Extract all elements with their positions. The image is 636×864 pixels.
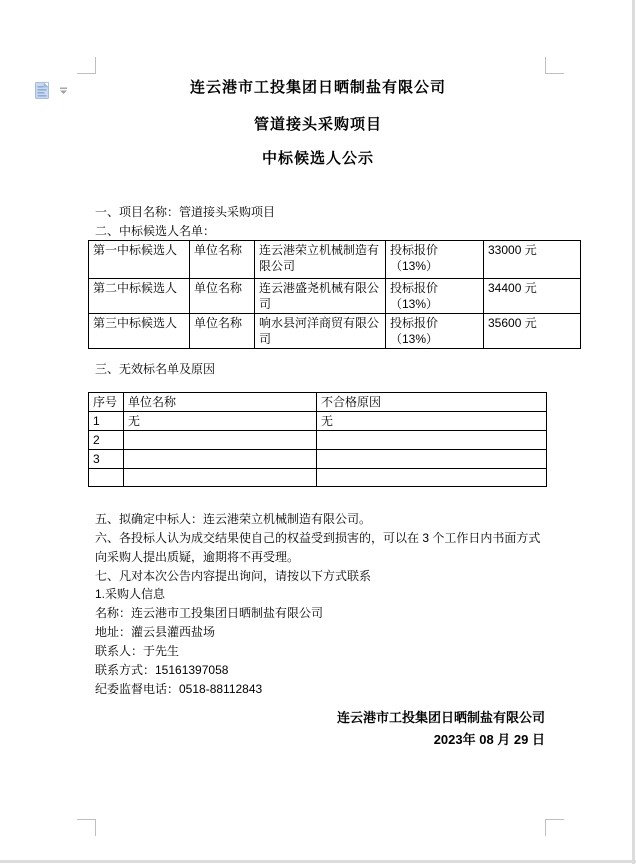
section-1-project-name: 一、项目名称：管道接头采购项目 bbox=[95, 205, 276, 219]
signature-company: 连云港市工投集团日晒制盐有限公司 bbox=[336, 710, 545, 725]
cell-unit-label: 单位名称 bbox=[190, 314, 255, 349]
cell-unit-name bbox=[124, 450, 317, 469]
table-row bbox=[89, 241, 581, 279]
supervision-phone: 纪委监督电话：0518-88112843 bbox=[95, 682, 263, 696]
header-seq: 序号 bbox=[89, 393, 124, 412]
cell-seq: 3 bbox=[89, 450, 124, 469]
candidates-table bbox=[88, 240, 581, 349]
cell-unit-label: 单位名称 bbox=[190, 241, 255, 279]
cell-seq bbox=[89, 469, 124, 487]
table-row bbox=[89, 431, 547, 450]
section-5-proposed-winner: 五、拟确定中标人：连云港荣立机械制造有限公司。 bbox=[95, 512, 372, 526]
cell-price: 34400 元 bbox=[484, 279, 581, 314]
cell-seq: 2 bbox=[89, 431, 124, 450]
cell-price: 33000 元 bbox=[484, 241, 581, 279]
header-reason: 不合格原因 bbox=[317, 393, 547, 412]
signature-date: 2023年 08 月 29 日 bbox=[433, 732, 545, 747]
table-row bbox=[89, 279, 581, 314]
cell-company: 连云港荣立机械制造有限公司 bbox=[255, 241, 386, 279]
table-row bbox=[89, 412, 547, 431]
purchaser-info-heading: 1.采购人信息 bbox=[95, 587, 166, 601]
table-row bbox=[89, 314, 581, 349]
section-3-invalid-bids-heading: 三、无效标名单及原因 bbox=[95, 362, 216, 376]
purchaser-info-block bbox=[95, 585, 323, 699]
cell-reason bbox=[317, 469, 547, 487]
cell-unit-name: 无 bbox=[124, 412, 317, 431]
doc-title-announcement: 中标候选人公示 bbox=[261, 150, 374, 167]
header-unit-name: 单位名称 bbox=[124, 393, 317, 412]
crop-mark-top-right bbox=[545, 57, 564, 74]
cell-rank: 第三中标候选人 bbox=[89, 314, 190, 349]
page-edge-bottom bbox=[0, 860, 636, 863]
invalid-bids-table bbox=[88, 392, 547, 487]
cell-price-label: 投标报价（13%） bbox=[386, 279, 484, 314]
purchaser-address: 地址：灌云县灌西盐场 bbox=[95, 625, 216, 639]
cell-company: 连云港盛尧机械有限公司 bbox=[255, 279, 386, 314]
cell-unit-label: 单位名称 bbox=[190, 279, 255, 314]
doc-title-project: 管道接头采购项目 bbox=[253, 116, 382, 133]
crop-mark-bottom-right bbox=[545, 819, 564, 836]
cell-company: 响水县河洋商贸有限公司 bbox=[255, 314, 386, 349]
cell-seq: 1 bbox=[89, 412, 124, 431]
cell-reason bbox=[317, 450, 547, 469]
crop-mark-bottom-left bbox=[77, 819, 96, 836]
purchaser-contact-person: 联系人：于先生 bbox=[95, 644, 180, 658]
signature-block bbox=[95, 707, 545, 751]
cell-rank: 第一中标候选人 bbox=[89, 241, 190, 279]
cell-unit-name bbox=[124, 431, 317, 450]
section-2-candidate-list-heading: 二、中标候选人名单： bbox=[95, 224, 216, 238]
doc-title-company: 连云港市工投集团日晒制盐有限公司 bbox=[189, 79, 446, 96]
cell-reason bbox=[317, 431, 547, 450]
cell-price: 35600 元 bbox=[484, 314, 581, 349]
purchaser-name: 名称：连云港市工投集团日晒制盐有限公司 bbox=[95, 606, 324, 620]
cell-price-label: 投标报价（13%） bbox=[386, 241, 484, 279]
cell-reason: 无 bbox=[317, 412, 547, 431]
cell-price-label: 投标报价（13%） bbox=[386, 314, 484, 349]
section-6-objection-notice: 六、各投标人认为成交结果使自己的权益受到损害的，可以在 3 个工作日内书面方式向采购人提出质疑，逾期将不再受理。 bbox=[95, 531, 541, 564]
table-row bbox=[89, 469, 547, 487]
section-7-inquiry-contact: 七、凡对本次公告内容提出询问，请按以下方式联系 bbox=[95, 569, 372, 583]
table-row bbox=[89, 450, 547, 469]
cell-unit-name bbox=[124, 469, 317, 487]
crop-mark-top-left bbox=[77, 57, 96, 74]
table-header-row bbox=[89, 393, 547, 412]
purchaser-phone: 联系方式：15161397058 bbox=[95, 663, 229, 677]
cell-rank: 第二中标候选人 bbox=[89, 279, 190, 314]
